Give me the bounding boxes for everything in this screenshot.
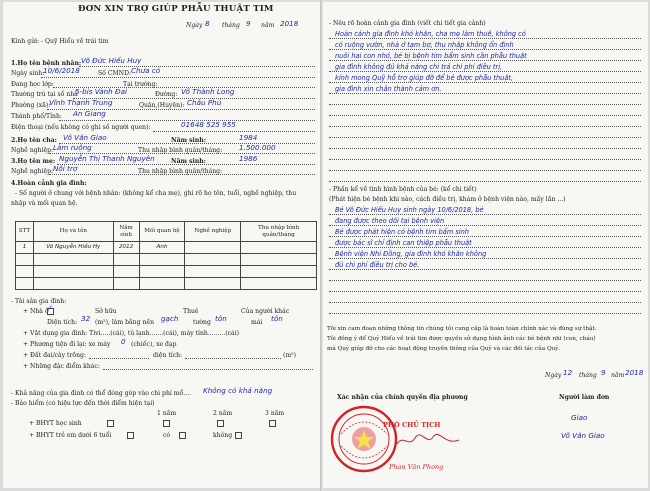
owned-mark: ✓ bbox=[47, 303, 54, 312]
reason-line: kính mong Quỹ hỗ trợ giúp đỡ để bé được phẫu thuật, bbox=[335, 74, 514, 82]
house-label: + Nhà ở bbox=[23, 308, 49, 315]
cell-name: Võ Nguyễn Hiếu Hy bbox=[33, 242, 113, 254]
land-unit: (m²) bbox=[283, 352, 296, 359]
dotted-line bbox=[79, 66, 315, 67]
relative-label: Của người khác bbox=[241, 308, 290, 315]
date-month-label: tháng bbox=[222, 22, 240, 29]
table-row bbox=[16, 242, 317, 254]
mother-job: Nội trợ bbox=[53, 164, 78, 173]
date-prefix: Ngày bbox=[186, 22, 203, 29]
table-header-row bbox=[16, 222, 317, 242]
dotted-line bbox=[329, 214, 641, 215]
reason-line: gia đình xin chân thành cảm ơn. bbox=[335, 85, 442, 93]
cell-stt: 1 bbox=[16, 242, 34, 254]
dotted-line bbox=[329, 38, 641, 39]
dotted-line bbox=[329, 225, 641, 226]
mother-label: 3.Họ tên mẹ: bbox=[11, 158, 56, 165]
city-label: Thành phố/Tỉnh: bbox=[11, 113, 62, 120]
reason-line: nuôi hai con nhỏ, bé bị bệnh tim bẩm sinh cần phẫu thuật bbox=[335, 52, 527, 60]
area-value: 32 bbox=[81, 314, 91, 323]
dotted-line bbox=[89, 358, 149, 359]
school-after-label: Tại trường: bbox=[123, 81, 158, 88]
rent-label: Thuê bbox=[183, 308, 199, 315]
bhyt-student-label: + BHYT học sinh bbox=[29, 420, 82, 427]
date-day: 8 bbox=[205, 19, 210, 28]
wall-value: tôn bbox=[215, 314, 227, 323]
dotted-line bbox=[329, 280, 641, 281]
floor-value: gạch bbox=[161, 314, 179, 323]
bhyt-yes-checkbox bbox=[179, 432, 186, 439]
date-month: 9 bbox=[246, 19, 251, 28]
bhyt-child-checkbox bbox=[127, 432, 134, 439]
dotted-line bbox=[103, 369, 313, 370]
col-name: Họ và tên bbox=[33, 222, 113, 242]
family-note-line1: - Số người ở chung với bệnh nhân: (không kể cha mẹ), ghi rõ họ tên, tuổi, nghề nghiệp, thu bbox=[15, 190, 297, 197]
land-area-label: diện tích: bbox=[153, 352, 183, 359]
col-year: Năm sinh bbox=[113, 222, 139, 242]
dotted-line bbox=[329, 302, 641, 303]
bhyt-child-label: + BHYT trẻ em dưới 6 tuổi bbox=[29, 432, 112, 439]
land-line: + Đất đai/cày trồng: bbox=[23, 352, 87, 359]
father-job-label: Nghề nghiệp: bbox=[11, 147, 54, 154]
dotted-line bbox=[41, 77, 315, 78]
dotted-line bbox=[329, 126, 641, 127]
left-page bbox=[3, 2, 321, 488]
dob-label: Ngày sinh: bbox=[11, 70, 45, 77]
commitment-line-1: Tôi xin cam đoan những thông tin chúng tôi cung cấp là hoàn toàn chính xác và đúng sự thật. bbox=[327, 326, 597, 332]
street-value: Võ Thành Long bbox=[181, 87, 235, 96]
right-page bbox=[323, 2, 648, 488]
cell-year: 2012 bbox=[113, 242, 139, 254]
cmnd-label: Số CMND: bbox=[98, 70, 132, 77]
bhyt-3-years: 3 năm bbox=[265, 410, 285, 417]
mother-name: Nguyễn Thị Thanh Nguyên bbox=[59, 154, 155, 163]
city-value: An Giang bbox=[73, 109, 106, 118]
commitment-line-2: Tôi đồng ý để Quỹ Hiểu về trái tim được quyền sử dụng hình ảnh các bé bệnh nhi (con, cháu) bbox=[327, 336, 596, 342]
bhyt-2-checkbox bbox=[217, 420, 224, 427]
applicant-name: Võ Văn Giao bbox=[561, 431, 605, 440]
date-year-label: năm bbox=[261, 22, 275, 29]
dotted-line bbox=[329, 291, 641, 292]
household-items-line: + Vật dụng gia đình: Tivi.....(cái), tủ lạnh.......(cái), máy tính.........(cái) bbox=[23, 330, 240, 337]
dob-value: 10/6/2018 bbox=[43, 66, 80, 75]
dotted-line bbox=[57, 164, 315, 165]
area-label: Diện tích: bbox=[47, 319, 78, 326]
sign-date-month-label: tháng bbox=[579, 372, 597, 379]
applicant-label: Người làm đơn bbox=[559, 394, 610, 401]
illness-line: đang được theo dõi tại bệnh viện bbox=[335, 217, 445, 225]
insurance-label: - Bảo hiểm (có hiệu lực đến thời điểm hiện tại) bbox=[11, 400, 155, 407]
table-row bbox=[16, 266, 317, 278]
mother-birth-label: Năm sinh: bbox=[171, 158, 206, 165]
contribution-line: - Khả năng của gia đình có thể đóng góp vào chi phí mổ.... bbox=[11, 390, 192, 397]
reason-line: có ruộng vườn, nhà ở tạm bợ, thu nhập không ổn định bbox=[335, 41, 514, 49]
col-stt: STT bbox=[16, 222, 34, 242]
dotted-line bbox=[153, 131, 315, 132]
address-house: 5-bis Vành Đai bbox=[75, 87, 127, 96]
dotted-line bbox=[329, 60, 641, 61]
table-row bbox=[16, 254, 317, 266]
other-features-line: + Những đặc điểm khác: bbox=[23, 363, 100, 370]
ward-label: Phường (xã): bbox=[11, 102, 51, 109]
father-label: 2.Họ tên cha: bbox=[11, 137, 57, 144]
sign-date-day: 12 bbox=[563, 368, 573, 377]
assets-label: - Tài sản gia đình: bbox=[11, 298, 67, 305]
dotted-line bbox=[329, 170, 641, 171]
dotted-line bbox=[329, 82, 641, 83]
dotted-line bbox=[59, 143, 315, 144]
address-label: Thường trú tại số nhà bbox=[11, 91, 78, 98]
cell-relation: Anh bbox=[139, 242, 185, 254]
ward-value: Vĩnh Thạnh Trung bbox=[49, 98, 113, 107]
dotted-line bbox=[329, 115, 641, 116]
vehicle-count: 0 bbox=[121, 337, 126, 346]
reason-line: Hoàn cảnh gia đình khó khăn, cha mẹ làm thuê, không có bbox=[335, 30, 526, 38]
cmnd-value: Chưa có bbox=[131, 66, 161, 75]
commitment-line-3: mà Quỹ giúp đỡ cho các hoạt động truyền thông của Quỹ và các đối tác của Quỹ. bbox=[327, 346, 561, 352]
cell-job bbox=[185, 242, 241, 254]
district-value: Châu Phú bbox=[187, 98, 222, 107]
dotted-line bbox=[329, 181, 641, 182]
bhyt-2-years: 2 năm bbox=[213, 410, 233, 417]
official-signature-icon bbox=[393, 432, 463, 450]
illness-line: được bác sĩ chỉ định can thiệp phẫu thuật bbox=[335, 239, 472, 247]
father-birth: 1984 bbox=[239, 133, 258, 142]
dotted-line bbox=[329, 148, 641, 149]
patient-name: Võ Đức Hiếu Huy bbox=[81, 56, 142, 65]
bhyt-no-checkbox bbox=[235, 432, 242, 439]
father-name: Võ Văn Giao bbox=[63, 133, 107, 142]
mother-job-label: Nghề nghiệp: bbox=[11, 168, 54, 175]
date-year: 2018 bbox=[280, 19, 299, 28]
vice-chair-title: PHÓ CHỦ TỊCH bbox=[383, 421, 441, 429]
dotted-line bbox=[329, 71, 641, 72]
official-name: Phan Văn Phong bbox=[389, 463, 444, 471]
illness-line: Bệnh viện Nhi Đồng, gia đình khó khăn không bbox=[335, 250, 487, 258]
father-job: Làm ruộng bbox=[53, 143, 92, 152]
dotted-line bbox=[49, 174, 315, 175]
dotted-line bbox=[329, 258, 641, 259]
illness-label: - Phần kể về tình hình bệnh của bé: (kể chi tiết) bbox=[329, 186, 477, 193]
family-section-label: 4.Hoàn cảnh gia đình: bbox=[11, 180, 87, 187]
bhyt-1-checkbox bbox=[163, 420, 170, 427]
col-income: Thu nhập bình quân/tháng bbox=[241, 222, 317, 242]
father-birth-label: Năm sinh: bbox=[171, 137, 206, 144]
illness-line: Bé Võ Đức Hiếu Huy sinh ngày 10/6/2018, bé bbox=[335, 206, 484, 214]
bhyt-no: không bbox=[213, 432, 233, 439]
dotted-line bbox=[329, 93, 641, 94]
area-rest: (m²), làm bằng nền bbox=[95, 319, 155, 326]
illness-line: Bé được phát hiện có bệnh tim bẩm sinh bbox=[335, 228, 469, 236]
district-label: Quận,(Huyện): bbox=[139, 102, 185, 109]
sign-date-year-label: năm bbox=[611, 372, 625, 379]
bhyt-3-checkbox bbox=[269, 420, 276, 427]
col-relation: Mối quan hệ bbox=[139, 222, 185, 242]
wall-label: tường bbox=[193, 319, 211, 326]
phone-value: 01648 525 955 bbox=[181, 120, 236, 129]
patient-section-label: 1.Họ tên bệnh nhân: bbox=[11, 60, 82, 67]
dotted-line bbox=[329, 269, 641, 270]
dotted-line bbox=[185, 358, 281, 359]
sign-date-year: 2018 bbox=[625, 368, 644, 377]
applicant-signature: Giao bbox=[571, 413, 588, 422]
dotted-line bbox=[329, 236, 641, 237]
father-income: 1.500.000 bbox=[239, 143, 276, 152]
form-title: ĐƠN XIN TRỢ GIÚP PHẪU THUẬT TIM bbox=[78, 4, 274, 14]
bhyt-student-checkbox bbox=[107, 420, 114, 427]
sign-date-month: 9 bbox=[601, 368, 606, 377]
street-label: Đường: bbox=[155, 91, 178, 98]
family-note-line2: nhập và mối quan hệ. bbox=[11, 200, 78, 207]
vehicle-line: + Phương tiện đi lại: xe máy bbox=[23, 341, 111, 348]
owned-label: Sở hữu bbox=[95, 308, 117, 315]
phone-label: Điện thoại (nếu không có ghi số người quen): bbox=[11, 124, 151, 131]
roof-value: tôn bbox=[271, 314, 283, 323]
bhyt-1-year: 1 năm bbox=[157, 410, 177, 417]
col-job: Nghề nghiệp bbox=[185, 222, 241, 242]
sign-date-prefix: Ngày bbox=[545, 372, 562, 379]
mother-income-label: Thu nhập bình quân/tháng: bbox=[138, 168, 223, 175]
recipient-line: Kính gửi: - Quỹ Hiểu về trái tim bbox=[11, 38, 109, 45]
family-table bbox=[15, 221, 317, 290]
cell-income bbox=[241, 242, 317, 254]
local-gov-label: Xác nhận của chính quyền địa phương bbox=[337, 394, 468, 401]
roof-label: mái bbox=[251, 319, 263, 326]
dotted-line bbox=[329, 104, 641, 105]
reason-line: gia đình không đủ khả năng chi trả chi phí điều trị, bbox=[335, 63, 503, 71]
mother-birth: 1986 bbox=[239, 154, 258, 163]
reason-label: - Nêu rõ hoàn cảnh gia đình (viết chi tiết gia cảnh) bbox=[329, 20, 486, 27]
school-label: Đang học lớp: bbox=[11, 81, 54, 88]
table-row bbox=[16, 278, 317, 290]
illness-sub: (Phát hiện bé bệnh khi nào, cách điều trị, khám ở bệnh viện nào, mấy lần ...) bbox=[329, 196, 566, 203]
dotted-line bbox=[329, 247, 641, 248]
vehicle-rest: (chiếc), xe đạp bbox=[131, 341, 177, 348]
dotted-line bbox=[329, 137, 641, 138]
dotted-line bbox=[329, 313, 641, 314]
father-income-label: Thu nhập bình quân/tháng: bbox=[138, 147, 223, 154]
illness-line: đủ chi phí điều trị cho bé. bbox=[335, 261, 420, 269]
contribution-value: Không có khả năng bbox=[203, 386, 273, 395]
dotted-line bbox=[329, 49, 641, 50]
bhyt-yes: có bbox=[163, 432, 171, 439]
dotted-line bbox=[329, 159, 641, 160]
